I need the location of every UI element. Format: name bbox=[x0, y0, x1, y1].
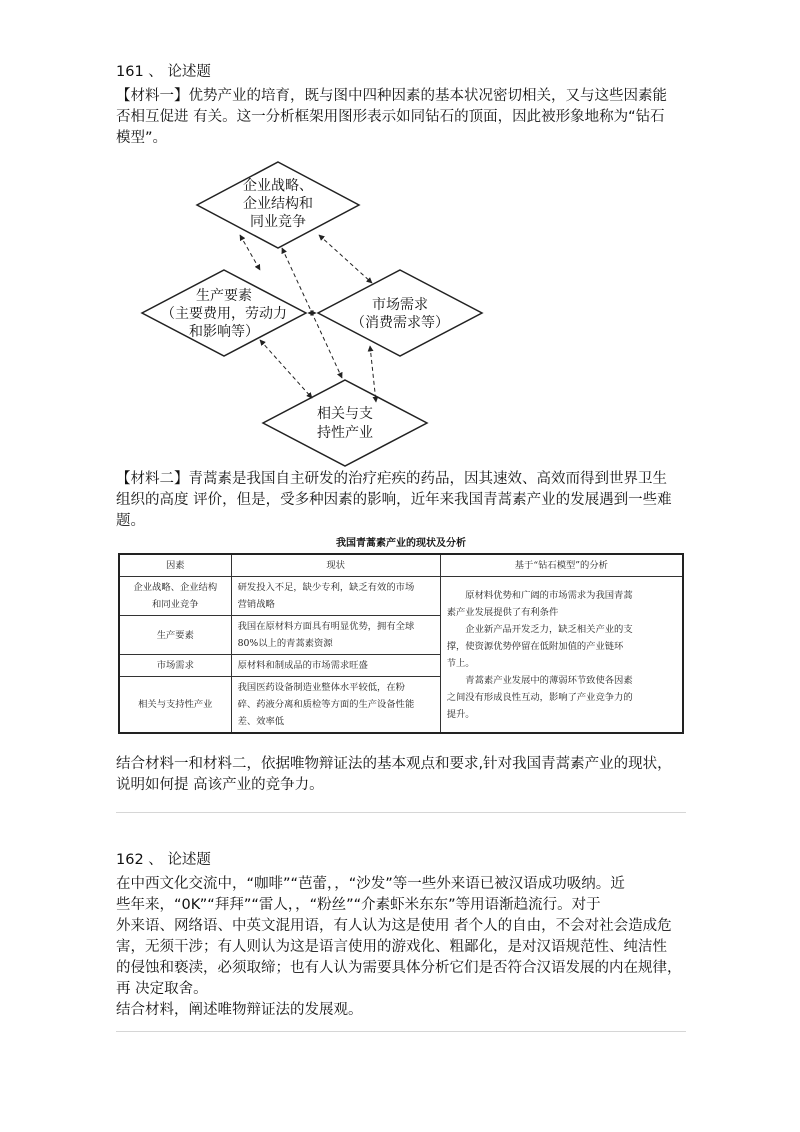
table-header: 因素 bbox=[119, 554, 231, 577]
status-cell bbox=[231, 577, 440, 616]
q162-body bbox=[116, 874, 686, 1021]
cell-line: 相关与支持性产业 bbox=[138, 699, 213, 710]
divider bbox=[116, 1031, 686, 1032]
diamond-model-diagram bbox=[132, 150, 449, 460]
cell-line: 生产要素 bbox=[156, 629, 194, 641]
cell-line: 市场需求 bbox=[156, 660, 194, 671]
text-line: 【材料一】优势产业的培育，既与图中四种因素的基本状况密切相关，又与这些因素能 bbox=[116, 88, 667, 104]
node-right-diamond bbox=[318, 270, 482, 356]
cell-line: 和同业竞争 bbox=[152, 599, 199, 610]
q161-header: 161 、 论述题 bbox=[116, 64, 211, 80]
arrow-top-left bbox=[240, 235, 260, 270]
cell-line: 80%以上的青蒿素资源 bbox=[237, 638, 333, 649]
analysis-table bbox=[118, 553, 684, 734]
label-left-3: 和影响等） bbox=[189, 324, 259, 340]
text-line: 组织的高度 评价，但是，受多种因素的影响，近年来我国青蒿素产业的发展遇到一些难 bbox=[116, 492, 672, 508]
cell-line: 碎、药液分离和质检等方面的生产设备性能 bbox=[237, 699, 415, 710]
text-line: 否相互促进 有关。这一分析框架用图形表示如同钻石的顶面，因此被形象地称为“钻石 bbox=[116, 109, 665, 125]
cell-line: 企业战略、企业结构 bbox=[133, 582, 218, 593]
label-right-2: （消费需求等） bbox=[351, 315, 449, 331]
q161-material2 bbox=[116, 469, 686, 532]
cell-line: 提升。 bbox=[446, 708, 475, 720]
node-bottom-diamond bbox=[263, 380, 427, 466]
cell-line: 青蒿素产业发展中的薄弱环节致使各因素 bbox=[465, 674, 633, 686]
text-line: 外来语、网络语、中英文混用语，有人认为这是使用 者个人的自由，不会对社会造成危 bbox=[116, 918, 672, 934]
status-cell bbox=[231, 655, 440, 677]
label-top-1: 企业战略、 bbox=[243, 178, 313, 194]
cell-line: 差、效率低 bbox=[237, 716, 285, 727]
divider bbox=[116, 812, 686, 813]
arrow-top-right bbox=[319, 235, 372, 283]
label-left-2: （主要费用，劳动力 bbox=[161, 306, 287, 322]
label-left-1: 生产要素 bbox=[196, 288, 252, 304]
cell-line: 原材料优势和广阔的市场需求为我国青蒿 bbox=[465, 589, 633, 601]
text-line: 再 决定取舍。 bbox=[116, 981, 208, 997]
label-top-3: 同业竞争 bbox=[250, 214, 306, 230]
q162-question: 结合材料，阐述唯物辩证法的发展观。 bbox=[116, 1002, 363, 1018]
q161-question bbox=[116, 754, 686, 796]
factor-cell bbox=[119, 616, 231, 655]
label-bottom-1: 相关与支 bbox=[317, 406, 373, 422]
table-header: 现状 bbox=[231, 554, 440, 577]
text-line: 害，无须干涉；有人则认为这是语言使用的游戏化、粗鄙化，是对汉语规范性、纯洁性 bbox=[116, 939, 667, 955]
cell-line: 节上。 bbox=[446, 657, 475, 669]
cell-line: 我国在原材料方面具有明显优势，拥有全球 bbox=[237, 621, 415, 632]
status-cell bbox=[231, 677, 440, 734]
analysis-cell bbox=[440, 577, 683, 734]
q162-header: 162 、 论述题 bbox=[116, 852, 211, 868]
text-line: 模型”。 bbox=[116, 130, 168, 146]
label-bottom-2: 持性产业 bbox=[317, 425, 373, 441]
cell-line: 之间没有形成良性互动，影响了产业竞争力的 bbox=[446, 691, 633, 703]
text-line: 些年来，“0K”“拜拜”“雷人，，“粉丝”“介素虾米东东”等用语渐趋流行。对于 bbox=[116, 897, 601, 913]
table-row bbox=[119, 577, 683, 616]
cell-line: 研发投入不足，缺少专利，缺乏有效的市场 bbox=[237, 582, 415, 593]
text-line: 题。 bbox=[116, 513, 145, 529]
cell-line: 素产业发展提供了有利条件 bbox=[446, 606, 559, 618]
label-right-1: 市场需求 bbox=[372, 297, 428, 313]
q161-material1 bbox=[116, 86, 686, 149]
arrow-left-bottom bbox=[260, 340, 312, 398]
cell-line: 我国医药设备制造业整体水平较低，在粉 bbox=[237, 682, 405, 693]
text-line: 的侵蚀和亵渎，必须取缔；也有人认为需要具体分析它们是否符合汉语发展的内在规律， bbox=[116, 960, 682, 976]
status-cell bbox=[231, 616, 440, 655]
text-line: 结合材料一和材料二，依据唯物辩证法的基本观点和要求,针对我国青蒿素产业的现状， bbox=[116, 756, 672, 772]
cell-line: 营销战略 bbox=[237, 599, 275, 610]
table-title: 我国青蒿素产业的现状及分析 bbox=[336, 538, 466, 549]
factor-cell bbox=[119, 577, 231, 616]
label-top-2: 企业结构和 bbox=[243, 196, 313, 212]
text-line: 说明如何提 高该产业的竞争力。 bbox=[116, 777, 324, 793]
cell-line: 撑，使资源优势停留在低附加值的产业链环 bbox=[446, 640, 624, 652]
cell-line: 原材料和制成品的市场需求旺盛 bbox=[237, 660, 368, 671]
text-line: 【材料二】青蒿素是我国自主研发的治疗疟疾的药品，因其速效、高效而得到世界卫生 bbox=[116, 471, 667, 487]
cell-line: 企业新产品开发乏力，缺乏相关产业的支 bbox=[465, 623, 633, 635]
factor-cell bbox=[119, 677, 231, 734]
table-header: 基于“钻石模型”的分析 bbox=[440, 554, 683, 577]
table-header-row bbox=[119, 554, 683, 577]
text-line: 在中西文化交流中，“咖啡”“芭蕾，，“沙发”等一些外来语已被汉语成功吸纳。近 bbox=[116, 876, 625, 892]
factor-cell bbox=[119, 655, 231, 677]
